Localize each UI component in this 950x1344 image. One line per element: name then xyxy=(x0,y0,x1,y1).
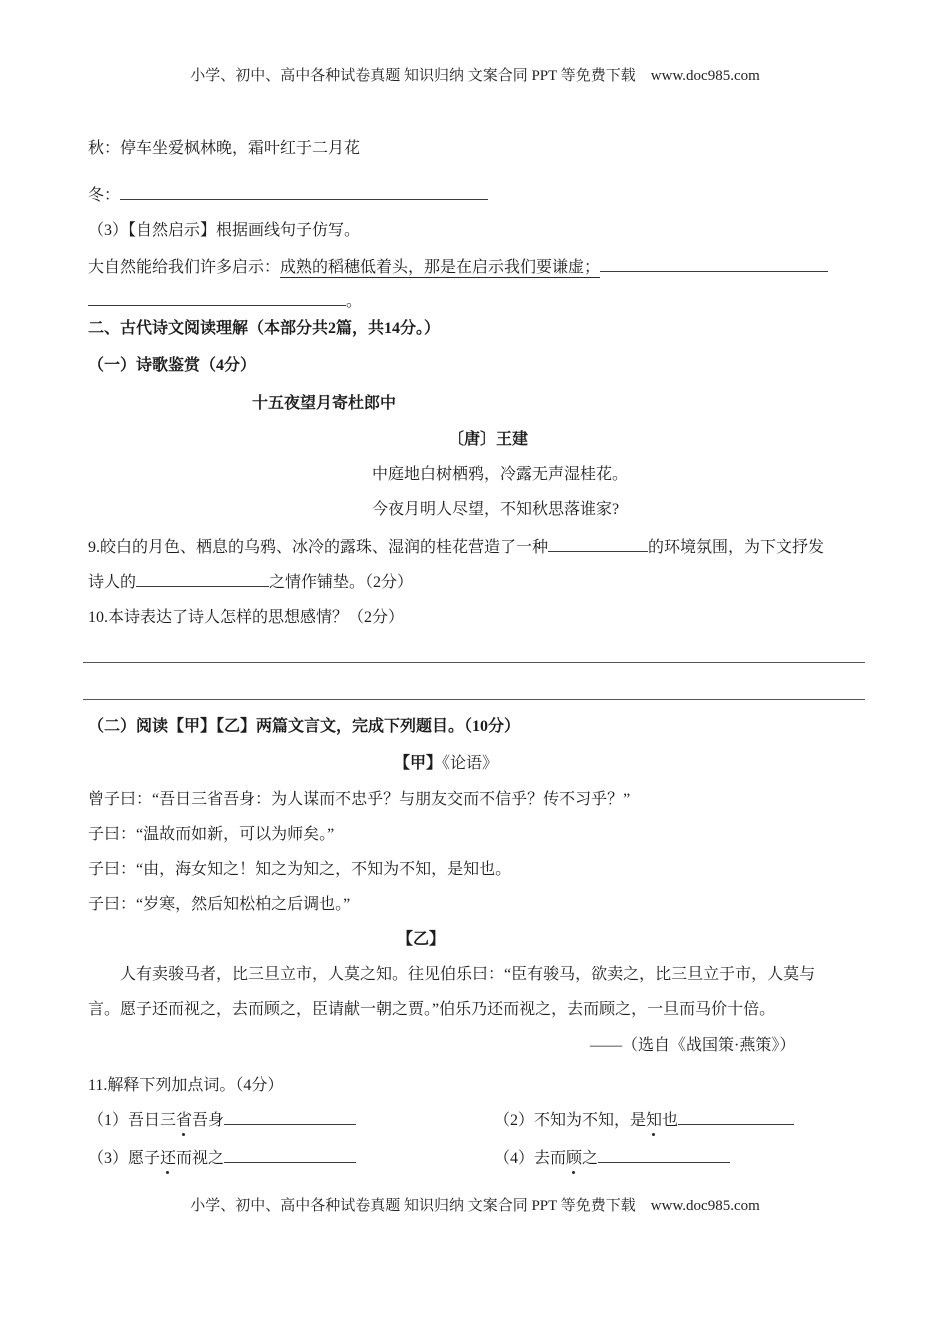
question-9-line-1 xyxy=(88,534,824,558)
q11-item-4-dotted-char: 顾 xyxy=(566,1150,583,1167)
poem-verse-1: 中庭地白树栖鸦，冷露无声湿桂花。 xyxy=(372,466,629,483)
q11-row-2 xyxy=(88,1145,599,1169)
yi-text-line: 言。愿子还而视之，去而顾之，臣请献一朝之贾。”伯乐乃还而视之，去而顾之，一旦而马价十倍。 xyxy=(88,1001,776,1018)
task3-line: （3）【自然启示】根据画线句子仿写。 xyxy=(88,222,361,239)
answer-blank-winter[interactable] xyxy=(120,182,488,200)
poem-author: 〔唐〕王建 xyxy=(448,431,529,448)
q11-item-3 xyxy=(88,1150,356,1167)
q11-row-1 xyxy=(88,1107,679,1131)
q11-item-1 xyxy=(88,1112,356,1129)
jia-label: 【甲】 xyxy=(394,755,443,772)
winter-label: 冬： xyxy=(88,187,121,204)
q11-item-3-dotted-char: 还 xyxy=(160,1150,177,1167)
question-9-line-2 xyxy=(88,569,413,593)
q11-item-1-text: 吾身 xyxy=(192,1112,225,1129)
jia-text-line: 子曰：“温故而如新，可以为师矣。” xyxy=(88,826,335,843)
q9-text-1: 9.皎白的月色、栖息的乌鸦、冰冷的露珠、湿润的桂花营造了一种 xyxy=(88,539,549,556)
yi-source-attribution: ——（选自《战国策·燕策》） xyxy=(590,1037,796,1054)
q11-item-1-text: 吾日三 xyxy=(128,1112,177,1129)
poem-title: 十五夜望月寄杜郎中 xyxy=(252,395,397,412)
q11-item-4-text: 去而 xyxy=(534,1150,567,1167)
jia-text-line: 子曰：“由，海女知之！知之为知之，不知为不知，是知也。 xyxy=(88,861,512,878)
answer-blank-q9-2[interactable] xyxy=(136,569,269,587)
poetry-subheading: （一）诗歌鉴赏（4分） xyxy=(88,357,257,374)
q11-item-4 xyxy=(494,1145,730,1169)
jia-book-title: 《论语》 xyxy=(442,755,499,772)
answer-blank-q11-1[interactable] xyxy=(224,1107,356,1125)
answer-line-2[interactable] xyxy=(83,699,865,700)
imitation-period: 。 xyxy=(346,293,363,310)
poem-verse-2: 今夜月明人尽望，不知秋思落谁家? xyxy=(372,501,620,518)
q9-text-4: 之情作铺垫。（2分） xyxy=(269,574,414,591)
answer-blank-q11-2[interactable] xyxy=(678,1107,794,1125)
imitation-continuation-line xyxy=(88,288,362,312)
q11-item-1-num: （1） xyxy=(88,1112,129,1129)
q11-item-2 xyxy=(494,1107,794,1131)
answer-blank-q11-3[interactable] xyxy=(224,1145,356,1163)
winter-line xyxy=(88,182,488,206)
q11-item-2-dotted-char: 知 xyxy=(646,1112,663,1129)
question-10: 10.本诗表达了诗人怎样的思想感情？（2分） xyxy=(88,609,405,626)
q9-text-2: 的环境氛围，为下文抒发 xyxy=(648,539,825,556)
answer-blank-q11-4[interactable] xyxy=(598,1145,730,1163)
q11-item-4-text: 之 xyxy=(582,1150,599,1167)
q11-item-3-text: 而视之 xyxy=(176,1150,225,1167)
yi-title: 【乙】 xyxy=(397,931,446,948)
jia-text-line: 曾子曰：“吾日三省吾身：为人谋而不忠乎？与朋友交而不信乎？传不习乎？” xyxy=(88,791,631,808)
yi-text-line: 人有卖骏马者，比三旦立市，人莫之知。往见伯乐曰：“臣有骏马，欲卖之，比三旦立于市，人莫与 xyxy=(120,966,816,983)
q11-item-2-text: 也 xyxy=(662,1112,679,1129)
q11-item-2-num: （2） xyxy=(494,1112,535,1129)
q11-item-1-dotted-char: 省 xyxy=(176,1112,193,1129)
classical-subheading: （二）阅读【甲】【乙】两篇文言文，完成下列题目。（10分） xyxy=(88,718,521,735)
q11-item-4-num: （4） xyxy=(494,1150,535,1167)
question-11: 11.解释下列加点词。（4分） xyxy=(88,1077,284,1094)
page-header: 小学、初中、高中各种试卷真题 知识归纳 文案合同 PPT 等免费下载 www.doc985.com xyxy=(190,68,760,84)
q9-text-3: 诗人的 xyxy=(88,574,137,591)
imitation-line xyxy=(88,254,828,278)
imitation-underlined-text: 成熟的稻穗低着头，那是在启示我们要谦虚； xyxy=(280,259,601,276)
answer-line-1[interactable] xyxy=(83,662,865,663)
section2-heading: 二、古代诗文阅读理解（本部分共2篇，共14分。） xyxy=(88,320,441,337)
jia-title xyxy=(394,753,498,774)
answer-blank-q9-1[interactable] xyxy=(548,534,648,552)
q11-item-3-text: 愿子 xyxy=(128,1150,161,1167)
jia-text-line: 子曰：“岁寒，然后知松柏之后调也。” xyxy=(88,896,351,913)
imitation-prefix: 大自然能给我们许多启示： xyxy=(88,259,281,276)
answer-blank-imitation-2[interactable] xyxy=(88,288,346,306)
page-footer: 小学、初中、高中各种试卷真题 知识归纳 文案合同 PPT 等免费下载 www.doc985.com xyxy=(190,1198,760,1214)
q11-item-3-num: （3） xyxy=(88,1150,129,1167)
answer-blank-imitation-1[interactable] xyxy=(600,254,828,272)
autumn-example-line: 秋：停车坐爱枫林晚，霜叶红于二月花 xyxy=(88,140,361,157)
q11-item-2-text: 不知为不知，是 xyxy=(534,1112,647,1129)
